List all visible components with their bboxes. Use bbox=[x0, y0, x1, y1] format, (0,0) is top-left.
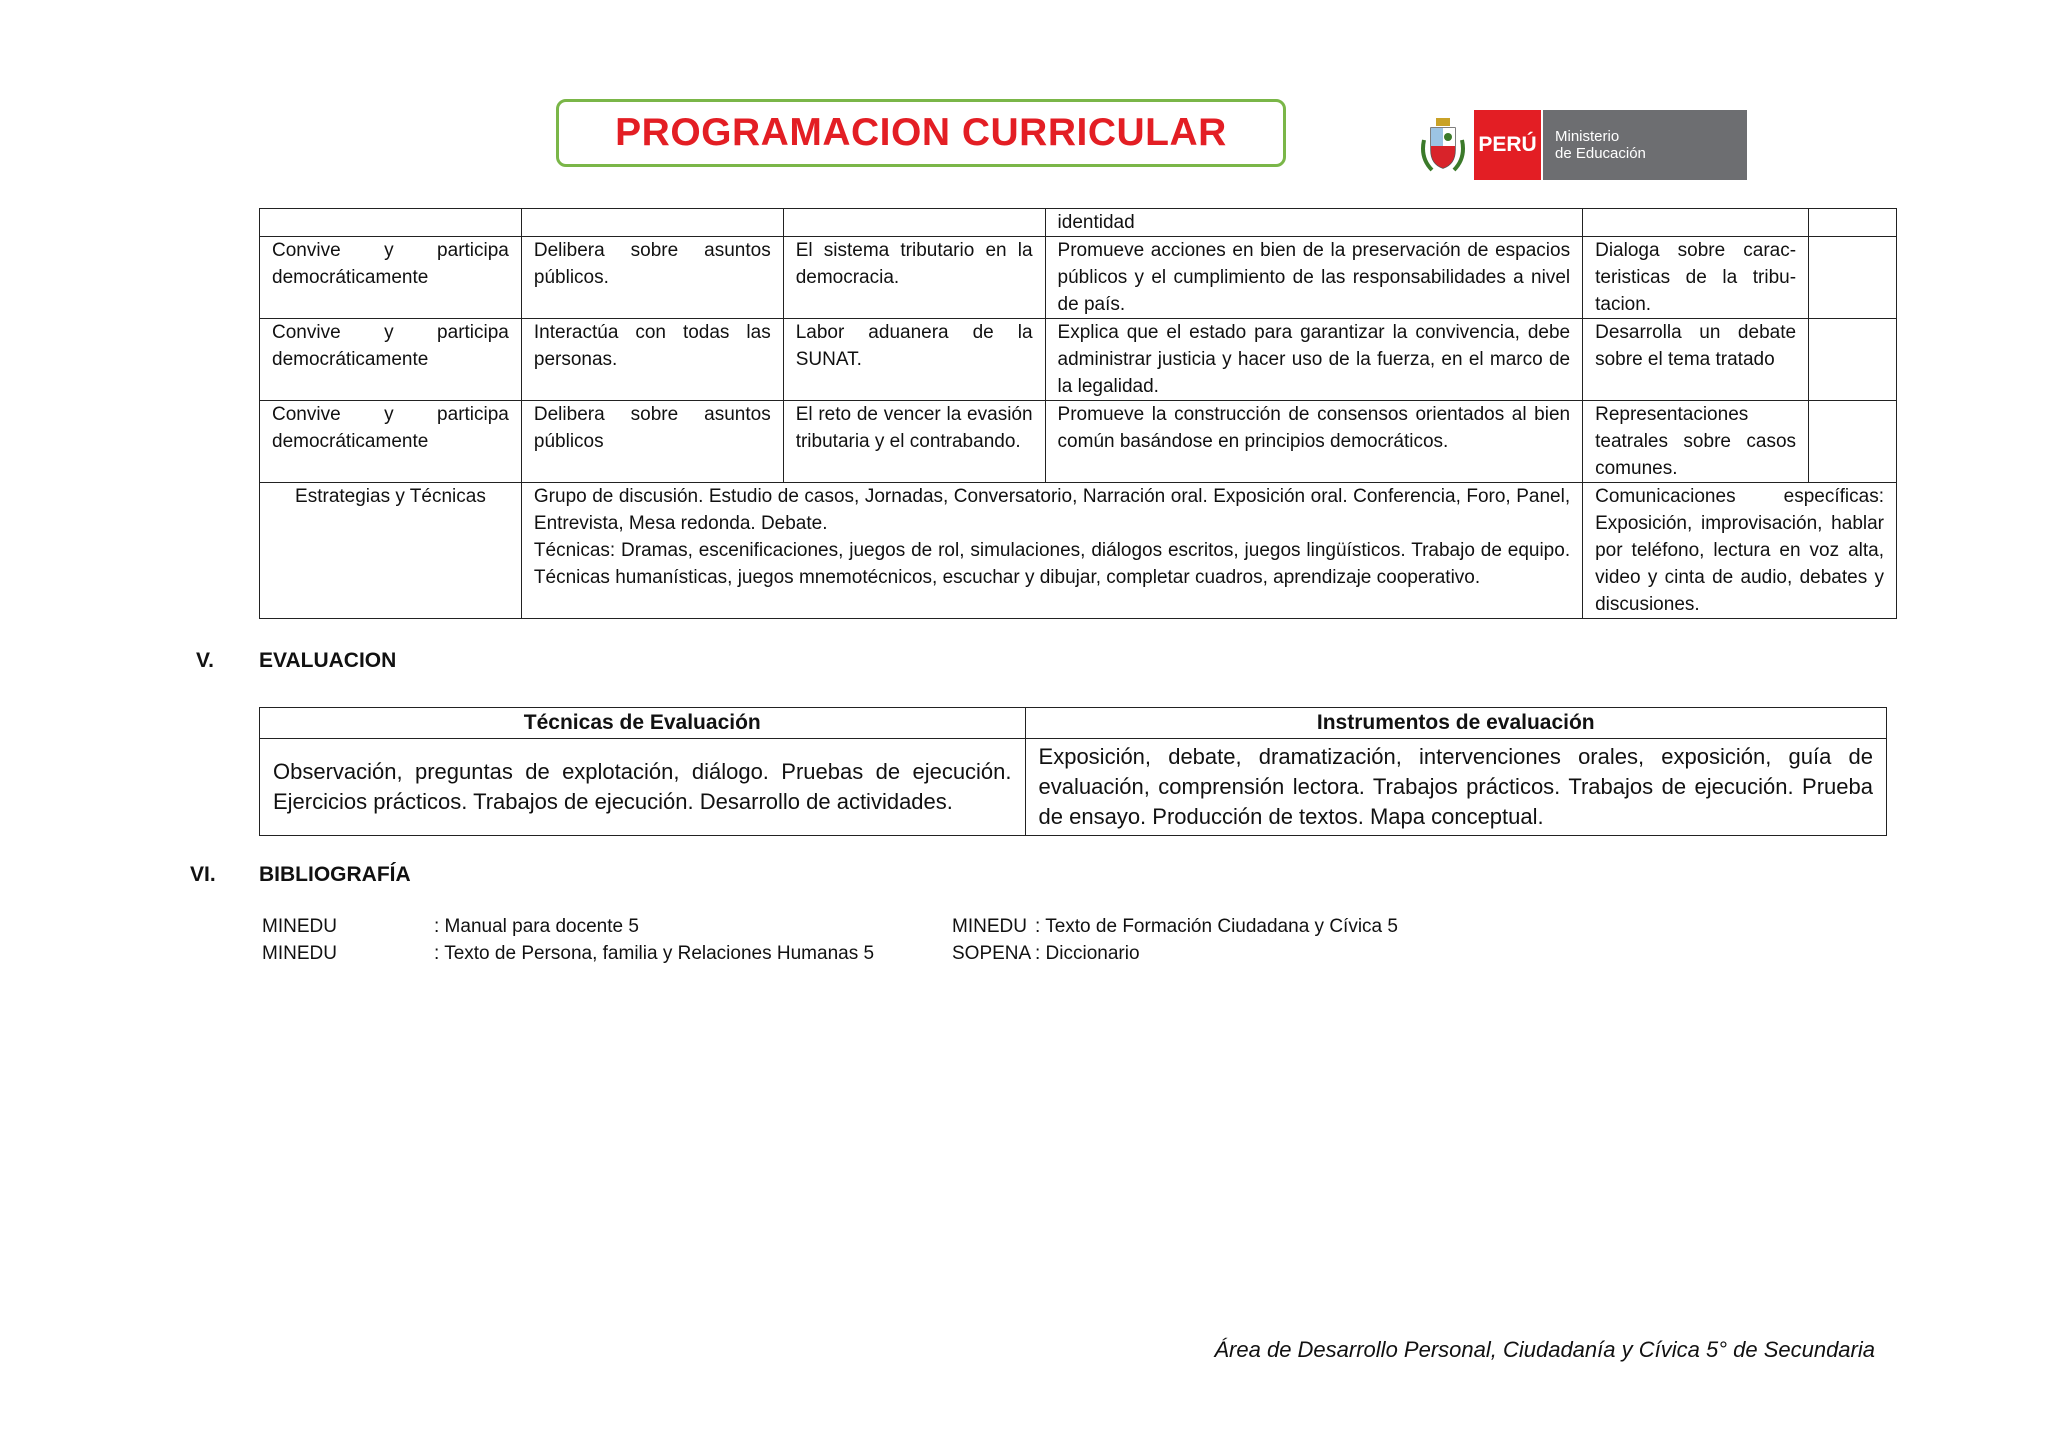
bibliography-author: MINEDU bbox=[262, 943, 337, 964]
page-footer: Área de Desarrollo Personal, Ciudadanía y Cívica 5° de Secundaria bbox=[1214, 1337, 1875, 1362]
table-cell: Delibera sobre asuntos públicos bbox=[521, 401, 783, 483]
table-cell: identidad bbox=[1045, 209, 1583, 237]
table-cell: Representaciones teatrales sobre casos comunes. bbox=[1583, 401, 1809, 483]
table-cell bbox=[521, 209, 783, 237]
table-cell bbox=[260, 209, 522, 237]
section-number-v: V. bbox=[196, 649, 214, 672]
table-cell: Delibera sobre asuntos públicos. bbox=[521, 237, 783, 319]
table-cell: El sistema tributario en la democracia. bbox=[783, 237, 1045, 319]
strategies-label: Estrategias y Técnicas bbox=[260, 483, 522, 619]
techniques-paragraph: Técnicas: Dramas, escenificaciones, juegos de rol, simulaciones, diálogos escritos, juegos lingüísticos. Trabajo de equipo. Técnicas humanísticas, juegos mnemotécnicos, escuchar y dibujar, completar cuadros, aprendizaje cooperativo. bbox=[533, 540, 1571, 588]
strategies-paragraph: Grupo de discusión. Estudio de casos, Jornadas, Conversatorio, Narración oral. Exposición oral. Conferencia, Foro, Panel, Entrevista, Mesa redonda. Debate. bbox=[533, 486, 1571, 534]
evaluation-techniques-cell: Observación, preguntas de explotación, diálogo. Pruebas de ejecución. Ejercicios prácticos. Trabajos de ejecución. Desarrollo de actividades. bbox=[260, 739, 1026, 836]
table-row bbox=[260, 401, 1897, 483]
table-cell: Promueve acciones en bien de la preservación de espacios públicos y el cumplimiento de las responsabilidades a nivel de país. bbox=[1045, 237, 1583, 319]
logo-peru-label: PERÚ bbox=[1474, 110, 1541, 180]
logo-ministry-line1: Ministerio bbox=[1555, 128, 1620, 145]
table-cell: Convive y participa democráticamente bbox=[260, 237, 522, 319]
bibliography-title: : Texto de Formación Ciudadana y Cívica 5 bbox=[1035, 916, 1398, 937]
table-cell bbox=[1809, 401, 1897, 483]
table-cell bbox=[1583, 209, 1809, 237]
section-number-vi: VI. bbox=[190, 863, 216, 886]
table-cell: Desarrolla un debate sobre el tema tratado bbox=[1583, 319, 1809, 401]
activities-table bbox=[259, 208, 1897, 619]
evaluation-instruments-cell: Exposición, debate, dramatización, intervenciones orales, exposición, guía de evaluación, comprensión lectora. Trabajos prácticos. Trabajos de ejecución. Prueba de ensayo. Producción de textos. Mapa conceptual. bbox=[1025, 739, 1886, 836]
table-row bbox=[260, 237, 1897, 319]
table-header-row bbox=[260, 708, 1887, 739]
strategies-text bbox=[521, 483, 1582, 619]
ministry-logo bbox=[1418, 110, 1747, 180]
evaluation-table bbox=[259, 707, 1887, 836]
peru-coat-of-arms-icon bbox=[1418, 110, 1468, 180]
logo-ministry-line2: de Educación bbox=[1555, 145, 1646, 162]
column-header: Técnicas de Evaluación bbox=[260, 708, 1026, 739]
table-cell: Convive y participa democráticamente bbox=[260, 319, 522, 401]
bibliography-title: : Diccionario bbox=[1035, 943, 1140, 964]
table-cell bbox=[1809, 319, 1897, 401]
table-row bbox=[260, 319, 1897, 401]
table-row bbox=[260, 739, 1887, 836]
table-cell: Dialoga sobre carac-teristicas de la tribu-tacion. bbox=[1583, 237, 1809, 319]
table-row bbox=[260, 209, 1897, 237]
section-heading-bibliografia: BIBLIOGRAFÍA bbox=[259, 863, 411, 886]
bibliography-author: MINEDU bbox=[262, 916, 337, 937]
section-heading-evaluacion: EVALUACION bbox=[259, 649, 397, 672]
bibliography-author: MINEDU bbox=[952, 916, 1027, 937]
table-cell bbox=[1809, 209, 1897, 237]
page-title: PROGRAMACION CURRICULAR bbox=[556, 99, 1286, 167]
communications-text: Comunicaciones específicas: Exposición, improvisación, hablar por teléfono, lectura en voz alta, video y cinta de audio, debates y discusiones. bbox=[1583, 483, 1897, 619]
table-cell bbox=[783, 209, 1045, 237]
bibliography-title: : Manual para docente 5 bbox=[434, 916, 639, 937]
column-header: Instrumentos de evaluación bbox=[1025, 708, 1886, 739]
logo-ministry-label bbox=[1543, 110, 1747, 180]
strategies-row bbox=[260, 483, 1897, 619]
table-cell: Convive y participa democráticamente bbox=[260, 401, 522, 483]
table-cell: El reto de vencer la evasión tributaria y el contrabando. bbox=[783, 401, 1045, 483]
table-cell: Promueve la construcción de consensos orientados al bien común basándose en principios democráticos. bbox=[1045, 401, 1583, 483]
bibliography-author: SOPENA bbox=[952, 943, 1032, 964]
bibliography-title: : Texto de Persona, familia y Relaciones Humanas 5 bbox=[434, 943, 875, 964]
table-cell: Interactúa con todas las personas. bbox=[521, 319, 783, 401]
table-cell bbox=[1809, 237, 1897, 319]
table-cell: Labor aduanera de la SUNAT. bbox=[783, 319, 1045, 401]
table-cell: Explica que el estado para garantizar la convivencia, debe administrar justicia y hacer uso de la fuerza, en el marco de la legalidad. bbox=[1045, 319, 1583, 401]
